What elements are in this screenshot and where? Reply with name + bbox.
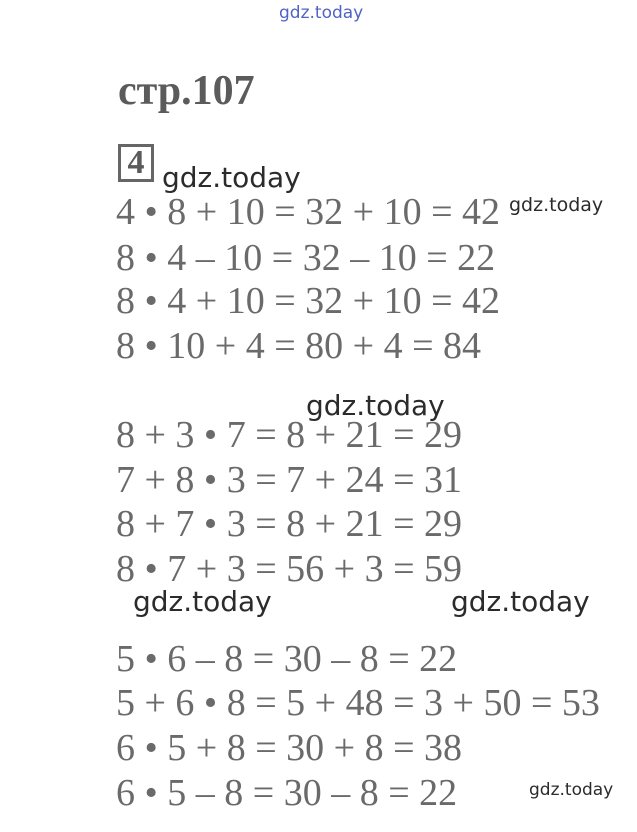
watermark: gdz.today bbox=[529, 780, 614, 800]
watermark: gdz.today bbox=[509, 194, 604, 216]
equation-line: 8 • 4 – 10 = 32 – 10 = 22 bbox=[116, 237, 496, 279]
page-title: стр.107 bbox=[118, 68, 255, 114]
equation-line: 8 + 7 • 3 = 8 + 21 = 29 bbox=[116, 503, 463, 545]
equation-line: 5 • 6 – 8 = 30 – 8 = 22 bbox=[116, 638, 458, 680]
equation-line: 8 + 3 • 7 = 8 + 21 = 29 bbox=[116, 414, 463, 456]
watermark-top: gdz.today bbox=[279, 3, 364, 23]
watermark: gdz.today bbox=[162, 161, 301, 194]
equation-line: 4 • 8 + 10 = 32 + 10 = 42 bbox=[116, 191, 501, 233]
equation-line: 8 • 7 + 3 = 56 + 3 = 59 bbox=[116, 548, 463, 590]
equation-line: 6 • 5 + 8 = 30 + 8 = 38 bbox=[116, 727, 463, 769]
equation-line: 7 + 8 • 3 = 7 + 24 = 31 bbox=[116, 459, 463, 501]
watermark: gdz.today bbox=[306, 389, 445, 422]
equation-line: 8 • 4 + 10 = 32 + 10 = 42 bbox=[116, 280, 501, 322]
task-number-box bbox=[118, 144, 154, 182]
watermark: gdz.today bbox=[451, 585, 590, 618]
task-number: 4 bbox=[127, 144, 145, 181]
watermark: gdz.today bbox=[133, 585, 272, 618]
equation-line: 8 • 10 + 4 = 80 + 4 = 84 bbox=[116, 325, 482, 367]
equation-line: 6 • 5 – 8 = 30 – 8 = 22 bbox=[116, 772, 458, 814]
equation-line: 5 + 6 • 8 = 5 + 48 = 3 + 50 = 53 bbox=[116, 682, 600, 724]
